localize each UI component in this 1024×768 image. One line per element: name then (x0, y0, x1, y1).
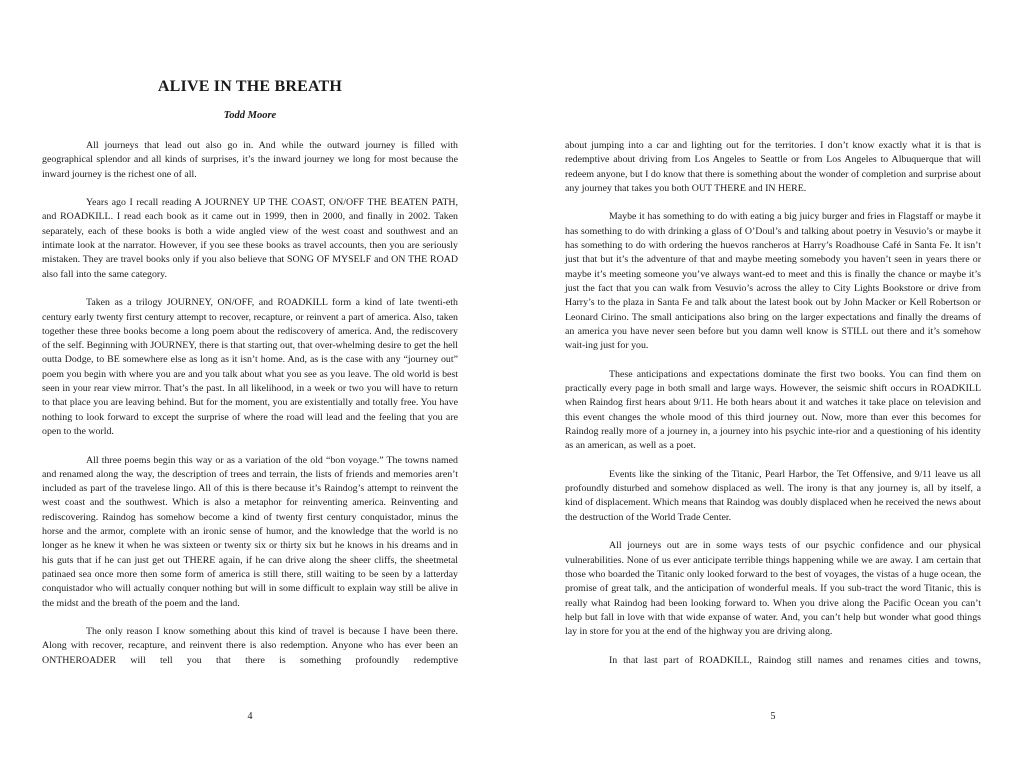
paragraph: Events like the sinking of the Titanic, Pearl Harbor, the Tet Offensive, and 9/11 leave us all profoundly disturbed and somehow displaced as well. The irony is that any journey is, all by itself, a kind of displacement. Which means that Raindog was doubly displaced when he received the news about the destruction of the World Trade Center. (565, 468, 981, 523)
right-page (565, 0, 981, 768)
paragraph: All journeys out are in some ways tests of our psychic confidence and our physical vulnerabilities. None of us ever anticipate terrible things happening while we are away. I am certain that those who boarded the Titanic only looked forward to the best of voyages, the vistas of a huge ocean, the promise of great talk, and the anticipation of wonderful meals. If you sub-tract the word Titanic, this is really what Raindog had been looking forward to. When you drive along the Pacific Ocean you can’t help but fall in love with that wide expanse of water. And, you can’t help but wonder what good things lay in store for you at the end of the highway you are driving along. (565, 540, 981, 638)
paragraph: about jumping into a car and lighting out for the territories. I don’t know exactly what it is that is redemptive about driving from Los Angeles to Seattle or from Los Angeles to Albuquerque that will redeem anyone, but I do know that there is something about the wonder of completion and surprise about any journey that takes you both OUT THERE and IN HERE. (565, 140, 981, 194)
paragraph: These anticipations and expectations dominate the first two books. You can find them on practically every page in both small and large ways. However, the seismic shift occurs in ROADKILL when Raindog first hears about 9/11. He both hears about it and watches it take place on television and this event changes the whole mood of this third journey out. Now, more than ever this becomes for Raindog really more of a journey in, a journey into his psychic inte-rior and a questioning of his identity as an american, as well as a poet. (565, 368, 981, 452)
paragraph: All journeys that lead out also go in. And while the outward journey is filled with geographical splendor and all kinds of surprises, it’s the inward journey we long for most because the inward journey is the richest one of all. (42, 140, 458, 180)
author-name: Todd Moore (223, 110, 277, 121)
page-title: ALIVE IN THE BREATH (157, 78, 343, 95)
paragraph: The only reason I know something about this kind of travel is because I have been there. Along with recover, recapture, and reinvent there is also redemption. Anyone who has ever been an ONTHEROADER will tell you that there is something profoundly redemptive (42, 626, 458, 666)
right-body-text (565, 139, 981, 682)
paragraph: Taken as a trilogy JOURNEY, ON/OFF, and ROADKILL form a kind of late twenti-eth century early twenty first century attempt to recover, recapture, or reinvent a part of america. Also, taken together these three books become a long poem about the rediscovery of america. And, the rediscovery of the self. Beginning with JOURNEY, there is that starting out, that over-whelming desire to get the hell outta Dodge, to BE somewhere else as long as it isn’t home. And, as is the case with any “journey out” poem you begin with where you are and you talk about what you see as you leave. The old world is best seen in your rear view mirror. That’s the past. In all likelihood, in a week or two you will have to return to that place you are leaving behind. But for the moment, you are existentially and totally free. You have nothing to look forward to except the surprise of where the road will lead and the feeling that you are open to the world. (42, 297, 458, 437)
page-number: 5 (770, 711, 776, 722)
paragraph: Maybe it has something to do with eating a big juicy burger and fries in Flagstaff or maybe it has something to do with drinking a glass of O’Doul’s and talking about poetry in Vesuvio’s or maybe it has something to do with ordering the huevos rancheros at Harry’s Roadhouse Café in Santa Fe. It isn’t just that but it’s the adventure of that and maybe meeting somebody you haven’t seen in years there or maybe it’s meeting someone you’ve always want-ed to meet and this is finally the chance or maybe it’s just the fact that you can walk from Vesuvio’s across the alley to City Lights Bookstore or drive from Harry’s to the plaza in Santa Fe and talk about the latest book out by John Macker or Kell Robertson or Leonard Cirino. The small anticipations also bring on the larger expectations and finally the dreams of an america you have never seen before but you damn well know is STILL out there and it’s somehow wait-ing just for you. (565, 211, 981, 352)
paragraph: Years ago I recall reading A JOURNEY UP THE COAST, ON/OFF THE BEATEN PATH, and ROADKILL. I read each book as it came out in 1999, then in 2000, and finally in 2002. Taken separately, each of these books is both a wide angled view of the west coast and southwest and an intimate look at the narrator. However, if you see these books as travel accounts, then you are seriously mistaken. They are travel books only if you also believe that SONG OF MYSELF and ON THE ROAD also fall into the same category. (42, 197, 458, 280)
left-page (42, 0, 458, 768)
page-number: 4 (247, 711, 253, 722)
paragraph: All three poems begin this way or as a variation of the old “bon voyage.” The towns named and renamed along the way, the description of trees and terrain, the lists of friends and memories aren’t included as part of the travelese lingo. All of this is there because it’s Raindog’s attempt to reinvent the west coast and the southwest. Which is also a metaphor for reinventing america. Reinventing and rediscovering. Raindog has somehow become a kind of twenty first century conquistador, minus the horse and the armor, complete with an ironic sense of humor, and the knowledge that the world is no longer as he knew it when he was sixteen or twenty six or thirty six but he knows in his dreams and in his guts that if he can just get out THERE again, if he can drive along the sheer cliffs, the sheetmetal patinaed sea once more then some form of america is still there, still waiting to be seen by a latterday conquistador who will actually conquer nothing but will in some difficult to explain way still be alive in the midst and the breath of the poem and the land. (42, 454, 458, 609)
paragraph: In that last part of ROADKILL, Raindog still names and renames cities and towns, (609, 654, 981, 666)
left-body-text (42, 139, 458, 682)
